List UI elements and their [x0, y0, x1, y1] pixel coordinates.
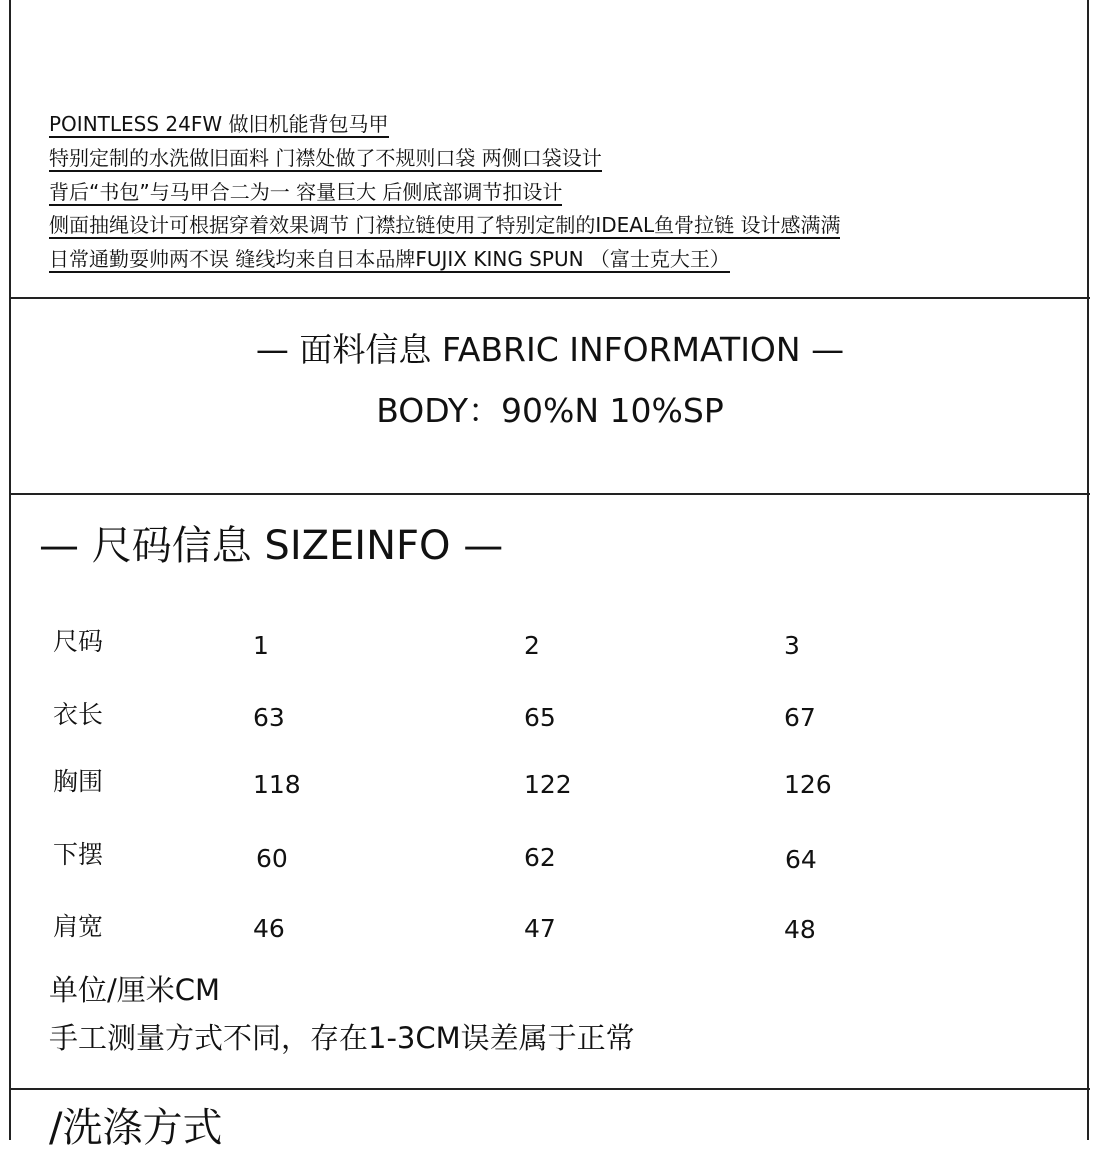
- size-cell: 48: [784, 915, 816, 944]
- fabric-section-title: — 面料信息 FABRIC INFORMATION —: [255, 330, 845, 369]
- description-line: 特别定制的水洗做旧面料 门襟处做了不规则口袋 两侧口袋设计: [49, 145, 602, 170]
- size-cell: 46: [253, 914, 285, 943]
- size-row-label: 胸围: [53, 767, 104, 796]
- size-cell: 2: [524, 631, 540, 660]
- tolerance-note: 手工测量方式不同，存在1-3CM误差属于正常: [49, 1021, 635, 1055]
- size-cell: 118: [253, 770, 301, 799]
- product-description: [49, 112, 840, 281]
- size-cell: 3: [784, 631, 800, 660]
- size-cell: 126: [784, 770, 832, 799]
- size-cell: 122: [524, 770, 572, 799]
- size-cell: 67: [784, 703, 816, 732]
- size-cell: 47: [524, 914, 556, 943]
- size-row-label: 尺码: [53, 627, 104, 656]
- size-row-label: 衣长: [53, 700, 104, 729]
- wash-section-title: /洗涤方式: [49, 1105, 223, 1151]
- size-cell: 64: [785, 845, 817, 874]
- unit-note: 单位/厘米CM: [49, 973, 221, 1007]
- section-divider: [9, 493, 1090, 495]
- size-cell: 60: [256, 844, 288, 873]
- description-line: 侧面抽绳设计可根据穿着效果调节 门襟拉链使用了特别定制的IDEAL鱼骨拉链 设计感满满: [49, 213, 841, 238]
- size-cell: 62: [524, 843, 556, 872]
- description-line: POINTLESS 24FW 做旧机能背包马甲: [49, 112, 389, 136]
- size-cell: 65: [524, 703, 556, 732]
- description-line: 背后“书包”与马甲合二为一 容量巨大 后侧底部调节扣设计: [49, 179, 563, 204]
- fabric-composition: BODY：90%N 10%SP: [376, 391, 724, 430]
- size-row-label: 下摆: [53, 840, 104, 869]
- size-cell: 1: [253, 631, 269, 660]
- size-row-label: 肩宽: [53, 912, 104, 941]
- size-cell: 63: [253, 703, 285, 732]
- size-section-title: — 尺码信息 SIZEINFO —: [39, 523, 504, 569]
- description-line: 日常通勤耍帅两不误 缝线均来自日本品牌FUJIX KING SPUN （富士克大王）: [49, 247, 730, 272]
- section-divider: [9, 1088, 1090, 1090]
- section-divider: [9, 297, 1090, 299]
